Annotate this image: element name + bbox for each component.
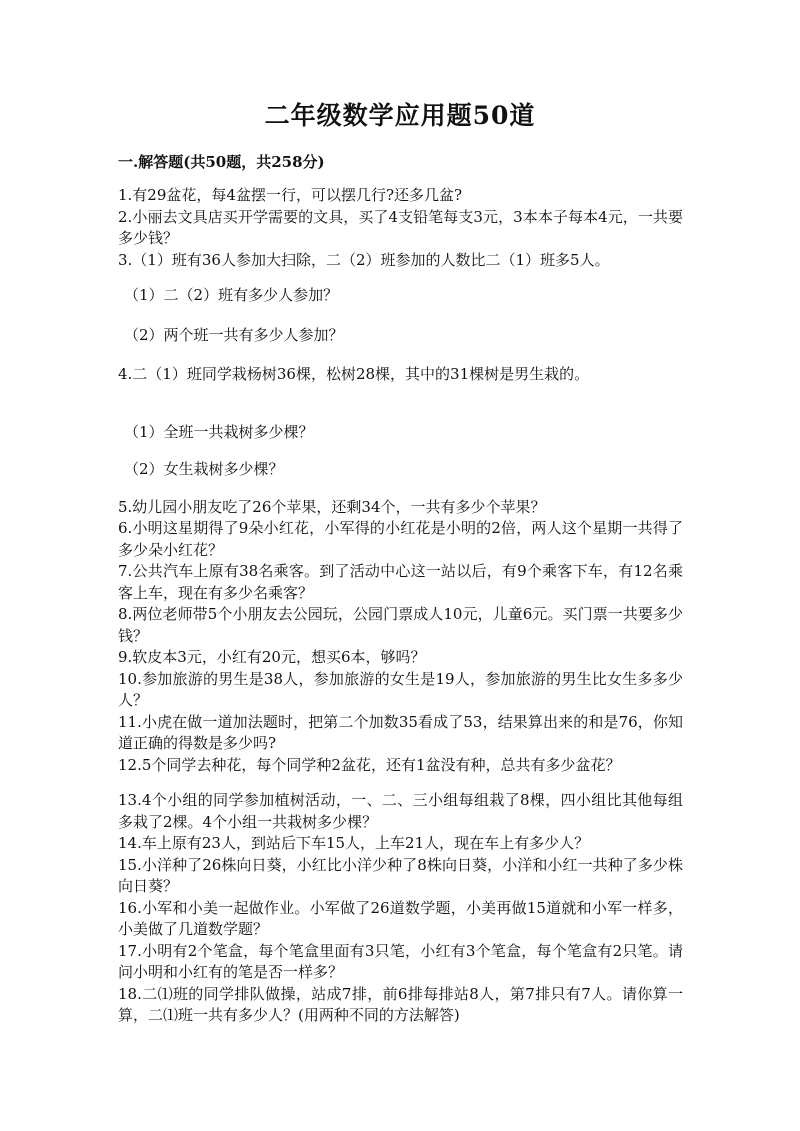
question-13: 13.4个小组的同学参加植树活动，一、二、三小组每组栽了8棵，四小组比其他每组多栽了2棵。4个小组一共栽树多少棵？ [118, 791, 683, 831]
question-16: 16.小军和小美一起做作业。小军做了26道数学题，小美再做15道就和小军一样多，小美做了几道数学题？ [118, 898, 683, 938]
question-4: 4.二（1）班同学栽杨树36棵，松树28棵，其中的31棵树是男生栽的。 [118, 365, 590, 383]
question-8: 8.两位老师带5个小朋友去公园玩，公园门票成人10元，儿童6元。买门票一共要多少钱？ [118, 605, 683, 645]
question-12: 12.5个同学去种花，每个同学种2盆花，还有1盆没有种，总共有多少盆花？ [118, 755, 621, 774]
question-15: 15.小洋种了26株向日葵，小红比小洋少种了8株向日葵，小洋和小红一共种了多少株向日葵？ [118, 855, 683, 895]
question-3-part-1: （1）二（2）班有多少人参加？ [124, 286, 339, 304]
question-4-part-2: （2）女生栽树多少棵？ [124, 460, 284, 478]
question-11: 11.小虎在做一道加法题时，把第二个加数35看成了53，结果算出来的和是76，你知道正确的得数是多少吗? [118, 712, 683, 752]
question-5: 5.幼儿园小朋友吃了26个苹果，还剩34个，一共有多少个苹果？ [118, 497, 546, 516]
question-14: 14.车上原有23人，到站后下车15人，上车21人，现在车上有多少人？ [118, 834, 590, 852]
question-6: 6.小明这星期得了9朵小红花，小军得的小红花是小明的2倍，两人这个星期一共得了多少朵小红花？ [118, 519, 683, 559]
question-7: 7.公共汽车上原有38名乘客。到了活动中心这一站以后，有9个乘客下车，有12名乘客上车，现在有多少名乘客？ [118, 562, 683, 602]
question-3-part-2: （2）两个班一共有多少人参加？ [124, 325, 344, 344]
question-3: 3.（1）班有36人参加大扫除，二（2）班参加的人数比二（1）班多5人。 [118, 250, 610, 269]
question-18: 18.二⑴班的同学排队做操，站成7排，前6排每排站8人，第7排只有7人。请你算一算，二⑴班一共有多少人？(用两种不同的方法解答) [118, 984, 683, 1024]
question-2: 2.小丽去文具店买开学需要的文具，买了4支铅笔每支3元，3本本子每本4元，一共要多少钱？ [118, 207, 683, 247]
question-17: 17.小明有2个笔盒，每个笔盒里面有3只笔，小红有3个笔盒，每个笔盒有2只笔。请问小明和小红有的笔是否一样多？ [118, 941, 683, 981]
question-10: 10.参加旅游的男生是38人，参加旅游的女生是19人，参加旅游的男生比女生多多少人？ [118, 669, 683, 709]
section-heading: 一.解答题(共50题，共258分) [118, 153, 325, 171]
question-1: 1.有29盆花，每4盆摆一行，可以摆几行?还多几盆? [118, 186, 463, 204]
question-4-part-1: （1）全班一共栽树多少棵？ [124, 422, 314, 441]
question-9: 9.软皮本3元，小红有20元，想买6本，够吗？ [118, 648, 426, 666]
page-title: 二年级数学应用题50道 [264, 101, 536, 130]
question-list [118, 185, 683, 1027]
